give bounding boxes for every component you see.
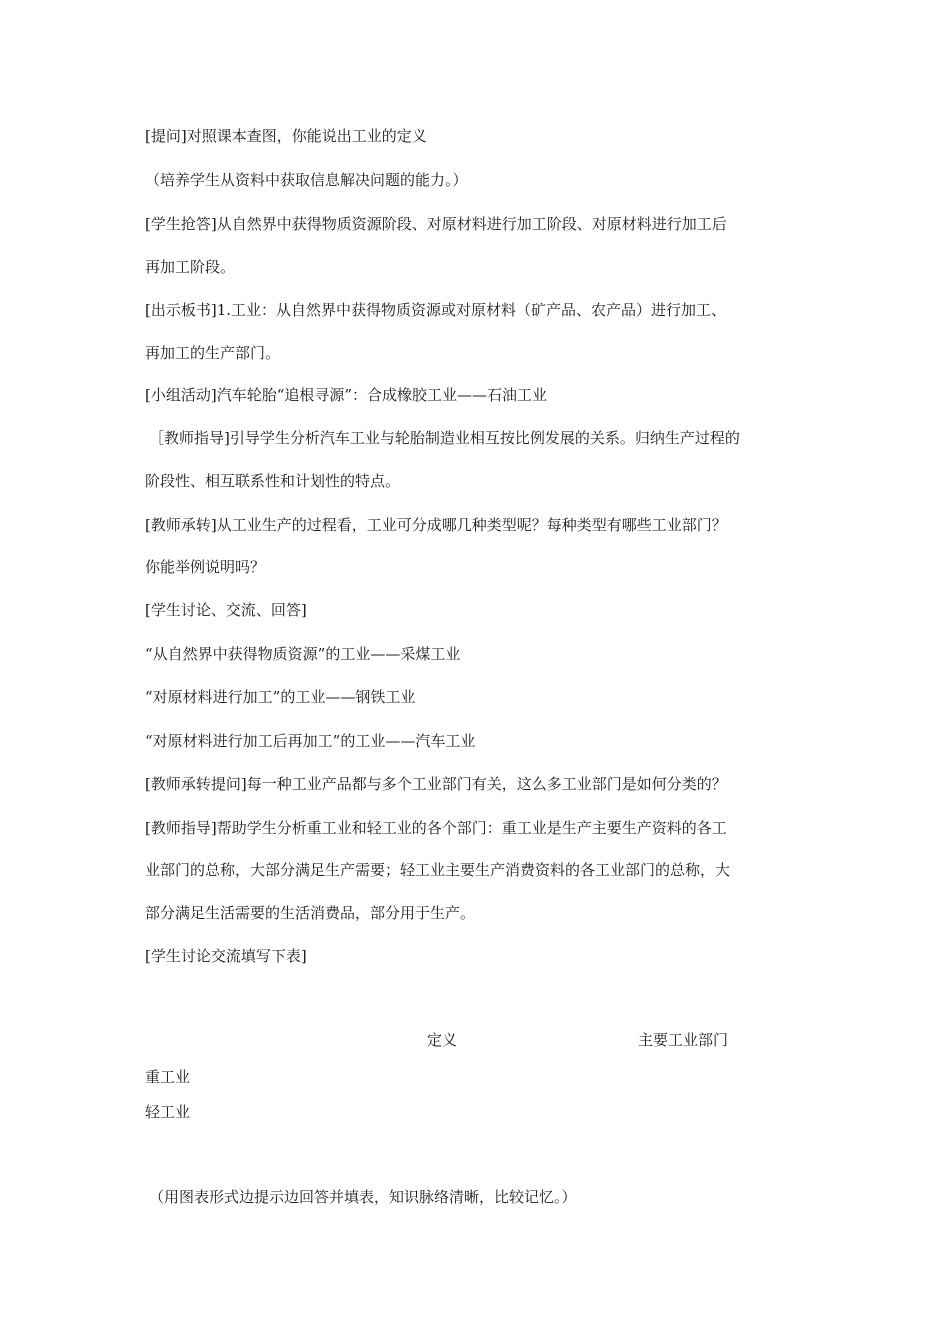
paragraph-board-cont: 再加工的生产部门。 [145,344,281,362]
paragraph-teacher-guide-2-end: 部分满足生活需要的生活消费品，部分用于生产。 [145,904,476,922]
list-item: “从自然界中获得物质资源”的工业——采煤工业 [145,645,461,663]
table-row-heavy-industry: 重工业 [145,1068,191,1086]
list-item: “对原材料进行加工后再加工”的工业——汽车工业 [145,732,476,750]
paragraph-teacher-question: [教师承转提问]每一种工业产品都与多个工业部门有关，这么多工业部门是如何分类的？ [145,775,727,793]
paragraph-student-answer-cont: 再加工阶段。 [145,258,236,276]
paragraph-board: [出示板书]1.工业：从自然界中获得物质资源或对原材料（矿产品、农产品）进行加工、 [145,301,727,319]
paragraph-teacher-guide: ［教师指导]引导学生分析汽车工业与轮胎制造业相互按比例发展的关系。归纳生产过程的 [149,429,740,447]
paragraph-teacher-guide-2: [教师指导]帮助学生分析重工业和轻工业的各个部门：重工业是生产主要生产资料的各工 [145,819,727,837]
paragraph-goal: （培养学生从资料中获取信息解决问题的能力。） [145,171,468,189]
paragraph-note: （用图表形式边提示边回答并填表，知识脉络清晰，比较记忆。） [149,1188,577,1206]
table-row-light-industry: 轻工业 [145,1103,191,1121]
list-item: “对原材料进行加工”的工业——钢铁工业 [145,688,416,706]
paragraph-question: [提问]对照课本查图，你能说出工业的定义 [145,127,427,145]
paragraph-group-activity: [小组活动]汽车轮胎“追根寻源”：合成橡胶工业——石油工业 [145,386,548,404]
table-header-departments: 主要工业部门 [638,1031,729,1049]
paragraph-table-instruction: [学生讨论交流填写下表] [145,947,307,965]
table-header-definition: 定义 [427,1031,458,1049]
paragraph-teacher-guide-cont: 阶段性、相互联系性和计划性的特点。 [145,472,401,490]
paragraph-teacher-transition: [教师承转]从工业生产的过程看，工业可分成哪几种类型呢？每种类型有哪些工业部门？ [145,516,727,534]
paragraph-student-discussion: [学生讨论、交流、回答] [145,601,307,619]
paragraph-teacher-guide-2-cont: 业部门的总称，大部分满足生产需要；轻工业主要生产消费资料的各工业部门的总称，大 [145,861,731,879]
paragraph-student-answer: [学生抢答]从自然界中获得物质资源阶段、对原材料进行加工阶段、对原材料进行加工后 [145,215,727,233]
paragraph-teacher-transition-cont: 你能举例说明吗？ [145,558,266,576]
